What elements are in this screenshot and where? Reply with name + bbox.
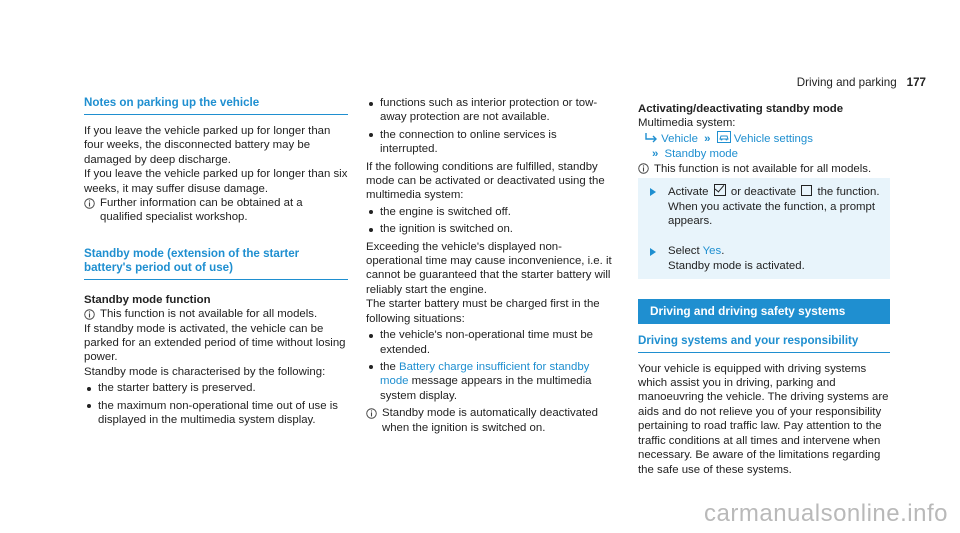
list-item: the connection to online services is interrupted.: [366, 128, 616, 157]
car-settings-icon: [717, 131, 731, 143]
paragraph: Exceeding the vehicle's displayed non-operational time may cause inconvenience, i.e. it cannot be guaranteed that the starter battery will reliably start the engine.: [366, 240, 612, 296]
text: Activate: [668, 186, 709, 199]
info-icon: [84, 198, 95, 209]
paragraph: If you leave the vehicle parked up for longer than four weeks, the disconnected battery may be damaged by deep discharge.: [84, 125, 331, 166]
bullet-list: [366, 96, 616, 157]
info-icon: [366, 408, 377, 419]
message-link[interactable]: Battery charge insufficient for standby mode: [380, 360, 590, 388]
paragraph: If standby mode is activated, the vehicle can be parked for an extended period of time without losing power.: [84, 322, 346, 364]
watermark: carmanualsonline.info: [704, 499, 948, 527]
double-chevron-icon: »: [704, 132, 711, 145]
step-detail: When you activate the function, a prompt appears.: [668, 200, 876, 228]
bullet-list: [84, 381, 348, 427]
subheading-standby-function: Standby mode function: [84, 293, 211, 306]
text: message appears in the multimedia system display.: [380, 375, 592, 402]
list-item: functions such as interior protection or tow-away protection are not available.: [366, 96, 616, 125]
note-text: Further information can be obtained at a qualified specialist workshop.: [100, 197, 303, 224]
step-list: [638, 176, 890, 281]
column-2: [366, 96, 616, 435]
section-title: Driving and parking: [796, 76, 897, 89]
info-note: [84, 307, 348, 321]
heading-parking-notes: Notes on parking up the vehicle: [84, 96, 348, 115]
step-detail: Standby mode is activated.: [668, 259, 805, 272]
paragraph: Multimedia system:: [638, 117, 736, 130]
heading-driving-responsibility: Driving systems and your responsibility: [638, 334, 890, 353]
return-arrow-icon: [644, 133, 658, 143]
section-banner: Driving and driving safety systems: [638, 299, 890, 323]
step-activate: [638, 178, 890, 234]
text: .: [721, 245, 725, 258]
column-3: [638, 96, 890, 477]
info-note: [366, 406, 616, 435]
menu-item-vehicle-settings[interactable]: Vehicle settings: [733, 132, 813, 145]
list-item: the vehicle's non-operational time must be extended.: [366, 328, 616, 357]
info-note: [84, 196, 348, 225]
list-item: the maximum non-operational time out of use is displayed in the multimedia system display.: [84, 399, 348, 428]
page-header: [797, 76, 926, 90]
list-item: the starter battery is preserved.: [84, 381, 348, 395]
text: or deactivate: [730, 186, 797, 199]
list-item: the ignition is switched on.: [366, 222, 616, 236]
paragraph: If the following conditions are fulfilled, standby mode can be activated or deactivated using the multimedia system:: [366, 160, 605, 202]
info-note: [638, 162, 890, 176]
subheading-activate-standby: Activating/deactivating standby mode: [638, 103, 844, 115]
yes-option[interactable]: Yes: [702, 245, 722, 258]
menu-item-standby-mode[interactable]: Standby mode: [664, 147, 738, 160]
text: the function.: [817, 186, 880, 199]
info-icon: [638, 163, 649, 174]
paragraph: Your vehicle is equipped with driving systems which assist you in driving, parking and manoeuvring the vehicle. The driving systems are aids and do not relieve you of your responsibility pertaining to road traffic law. Pay attention to the traffic conditions at all times and intervene when necessary. Be aware of the limitations regarding the safe use of these systems.: [638, 362, 889, 476]
heading-standby-mode: Standby mode (extension of the starter battery's period out of use): [84, 247, 348, 280]
menu-item-vehicle[interactable]: Vehicle: [661, 132, 698, 145]
page-number: 177: [906, 76, 926, 89]
note-text: Standby mode is automatically deactivated when the ignition is switched on.: [382, 407, 598, 434]
paragraph: Standby mode is characterised by the following:: [84, 365, 326, 378]
bullet-list: [366, 205, 616, 237]
menu-path: [638, 131, 890, 162]
step-select-yes: [638, 234, 890, 279]
note-text: This function is not available for all models.: [100, 308, 318, 321]
bullet-list: [366, 328, 616, 403]
paragraph: If you leave the vehicle parked up for longer than six weeks, it may suffer disuse damage.: [84, 168, 348, 195]
info-icon: [84, 309, 95, 320]
column-1: [84, 96, 348, 431]
list-item: the engine is switched off.: [366, 205, 616, 219]
step-arrow-icon: [650, 188, 656, 196]
double-chevron-icon: »: [652, 147, 659, 160]
checkbox-checked-icon[interactable]: [714, 184, 726, 196]
checkbox-empty-icon[interactable]: [801, 185, 812, 196]
note-text: This function is not available for all models.: [654, 162, 872, 175]
text: the: [380, 360, 399, 373]
paragraph: The starter battery must be charged first in the following situations:: [366, 298, 600, 325]
list-item: [366, 360, 616, 403]
step-arrow-icon: [650, 248, 656, 256]
text: Select: [668, 245, 703, 258]
